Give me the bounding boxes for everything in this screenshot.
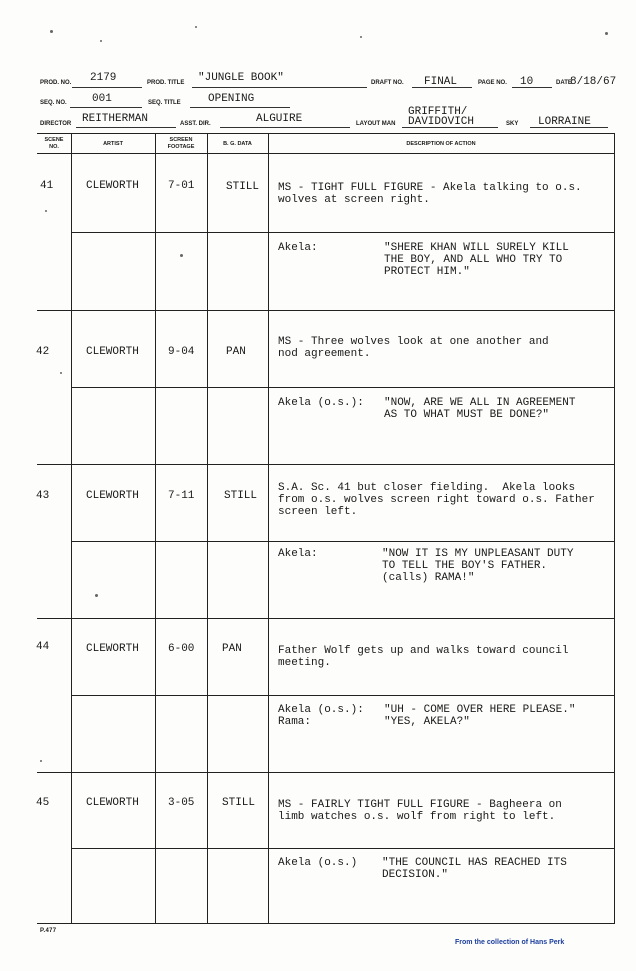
col-footage: SCREEN FOOTAGE (167, 137, 195, 150)
scene-footage: 3-05 (168, 797, 195, 809)
sky-value: LORRAINE (538, 116, 591, 128)
seq-no-label: SEQ. NO. (40, 100, 67, 106)
col-bg-data: B. G. DATA (223, 141, 252, 147)
director-label: DIRECTOR (40, 121, 72, 127)
layout-man-label: LAYOUT MAN (356, 121, 396, 127)
asst-dir-label: ASST. DIR. (180, 121, 211, 127)
scene-bg-data: STILL (226, 181, 260, 193)
scene-bg-data: PAN (222, 643, 242, 655)
scene-number: 44 (36, 641, 50, 653)
scene-bg-data: STILL (222, 797, 256, 809)
scene-dialogue: "NOW IT IS MY UNPLEASANT DUTY TO TELL THE BOY'S FATHER. (calls) RAMA!" (382, 548, 574, 584)
director-value: REITHERMAN (82, 113, 149, 125)
scene-artist: CLEWORTH (86, 490, 139, 502)
scene-artist: CLEWORTH (86, 346, 139, 358)
seq-no-value: 001 (92, 93, 112, 105)
scene-footage: 6-00 (168, 643, 195, 655)
scene-speaker: Akela (o.s.) (278, 857, 358, 869)
scene-speaker: Akela (o.s.): (278, 397, 364, 409)
scene-footage: 9-04 (168, 346, 195, 358)
scene-artist: CLEWORTH (86, 180, 139, 192)
col-description: DESCRIPTION OF ACTION (406, 141, 476, 147)
scene-speaker: Akela: (278, 548, 318, 560)
scene-number: 42 (36, 346, 50, 358)
sky-label: SKY (506, 121, 519, 127)
scene-action: MS - FAIRLY TIGHT FULL FIGURE - Bagheera on limb watches o.s. wolf from right to left. (278, 799, 562, 823)
scene-number: 41 (40, 180, 54, 192)
scene-footage: 7-11 (168, 490, 195, 502)
scene-bg-data: STILL (224, 490, 258, 502)
scene-action: MS - Three wolves look at one another and nod agreement. (278, 336, 549, 360)
page-no-label: PAGE NO. (478, 80, 507, 86)
asst-dir-value: ALGUIRE (256, 113, 303, 125)
scene-artist: CLEWORTH (86, 797, 139, 809)
prod-title-value: "JUNGLE BOOK" (198, 72, 284, 84)
scene-action: MS - TIGHT FULL FIGURE - Akela talking to o.s. wolves at screen right. (278, 182, 582, 206)
seq-title-value: OPENING (208, 93, 255, 105)
seq-title-label: SEQ. TITLE (148, 100, 181, 106)
scene-number: 43 (36, 490, 50, 502)
scene-footage: 7-01 (168, 180, 195, 192)
scene-dialogue: "SHERE KHAN WILL SURELY KILL THE BOY, AND ALL WHO TRY TO PROTECT HIM." (384, 242, 569, 278)
scene-dialogue: "NOW, ARE WE ALL IN AGREEMENT AS TO WHAT MUST BE DONE?" (384, 397, 576, 421)
date-value: 8/18/67 (570, 76, 617, 88)
page-no-value: 10 (520, 76, 534, 88)
scene-dialogue: "THE COUNCIL HAS REACHED ITS DECISION." (382, 857, 567, 881)
form-code: P.477 (40, 928, 57, 934)
collection-credit: From the collection of Hans Perk (455, 939, 565, 946)
layout-man-line1: GRIFFITH/ (408, 106, 468, 118)
scene-dialogue: "UH - COME OVER HERE PLEASE." "YES, AKELA?" (384, 704, 576, 728)
scene-action: Father Wolf gets up and walks toward council meeting. (278, 645, 569, 669)
prod-title-label: PROD. TITLE (147, 80, 185, 86)
scene-speaker: Akela: (278, 242, 318, 254)
scene-speaker: Akela (o.s.): Rama: (278, 704, 364, 728)
scene-bg-data: PAN (226, 346, 246, 358)
scene-artist: CLEWORTH (86, 643, 139, 655)
col-scene-no: SCENE NO. (44, 137, 64, 150)
layout-man-line2: DAVIDOVICH (408, 116, 475, 128)
draft-no-value: FINAL (424, 76, 458, 88)
draft-no-label: DRAFT NO. (371, 80, 404, 86)
scene-number: 45 (36, 797, 50, 809)
prod-no-value: 2179 (90, 72, 117, 84)
scene-action: S.A. Sc. 41 but closer fielding. Akela looks from o.s. wolves screen right toward o.s. Father screen left. (278, 482, 595, 518)
prod-no-label: PROD. NO. (40, 80, 72, 86)
date-label: DATE (556, 80, 572, 86)
col-artist: ARTIST (103, 141, 123, 147)
